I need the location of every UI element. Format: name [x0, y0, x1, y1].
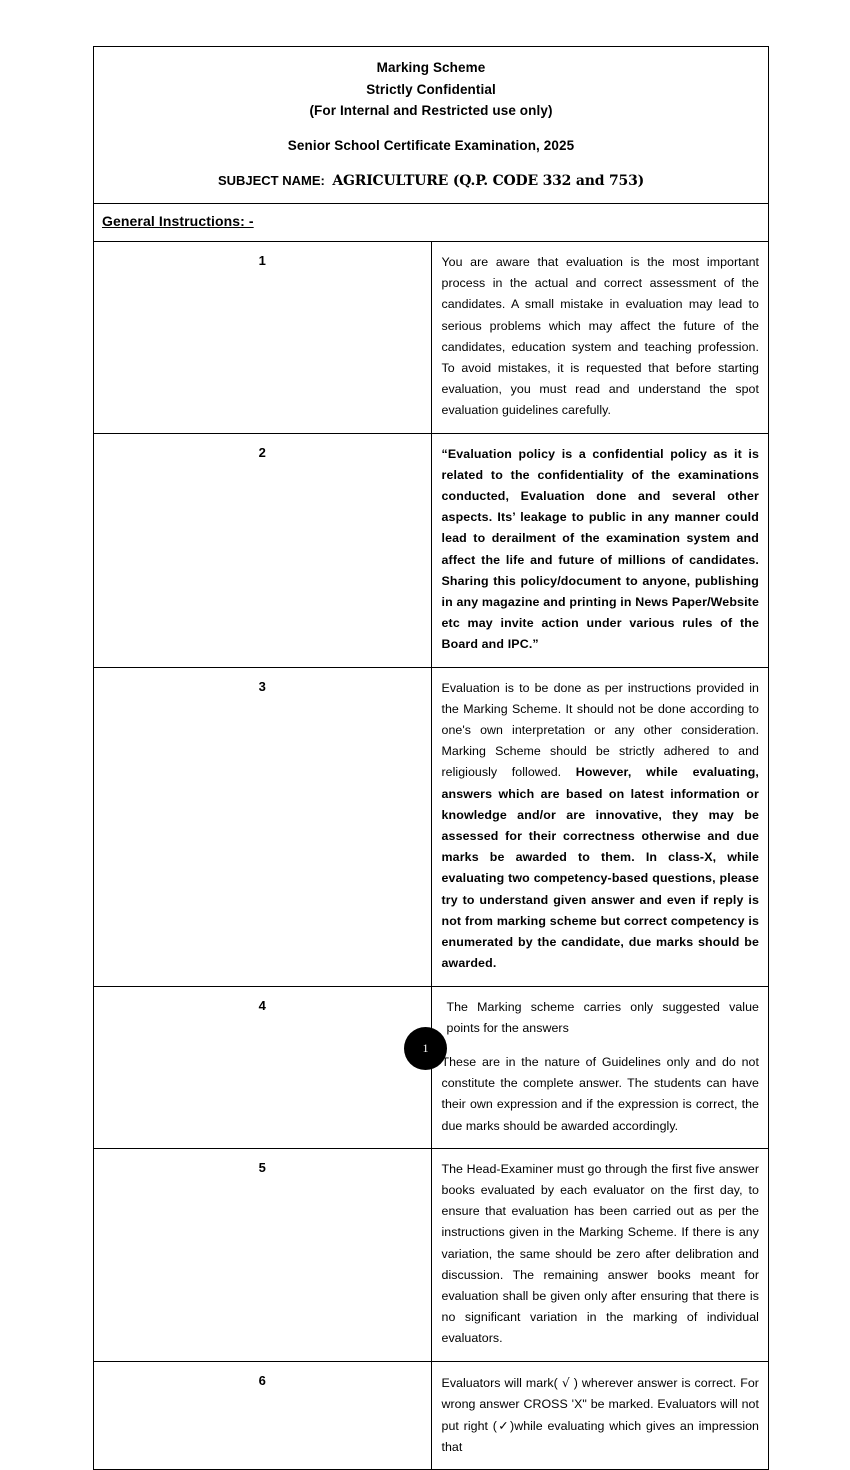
general-instructions-row: [94, 204, 769, 242]
subject-name-value: AGRICULTURE (Q.P. CODE 332 and 753): [332, 173, 645, 189]
instruction-paragraph: The Head-Examiner must go through the first five answer books evaluated by each evaluator on the first day, to ensure that evaluation has been carried out as per the instructions given in the Marking Scheme. If there is any variation, the same should be zero after delibration and discussion. The remaining answer books meant for evaluation shall be given only after ensuring that there is no significant variation in the marking of individual evaluators.: [441, 1161, 759, 1346]
header-exam-name: Senior School Certificate Examination, 2025: [287, 137, 575, 153]
check-mark-icon: ✓: [496, 1417, 511, 1433]
instruction-row-1: [94, 242, 769, 434]
instruction-paragraph: These are in the nature of Guidelines only and do not constitute the complete answer. The students can have their own expression and if the expression is correct, the due marks should be awarded accordingly.: [441, 1054, 759, 1133]
instruction-number-3: 3: [94, 667, 432, 986]
page-number-label: 1: [422, 1041, 429, 1055]
instruction-body-3: [431, 667, 769, 986]
instruction-text-part2: ) wherever answer is correct. For wrong answer CROSS 'X" be marked. Evaluators will not put right (: [441, 1375, 759, 1433]
subject-name-label: SUBJECT NAME:: [217, 173, 325, 188]
instruction-number-1: 1: [94, 242, 432, 434]
instruction-paragraph: The Marking scheme carries only suggested value points for the answers: [446, 999, 759, 1035]
instruction-text-bold: However, while evaluating, answers which are based on latest information or knowledge and/or are innovative, they may be assessed for their correctness otherwise and due marks be awarded to them. In class-X, while evaluating two competency-based questions, please try to understand given answer and even if reply is not from marking scheme but correct competency is enumerated by the candidate, due marks should be awarded.: [441, 765, 760, 971]
subject-line: [100, 169, 762, 191]
instruction-paragraph: You are aware that evaluation is the most important process in the actual and correct assessment of the candidates. A small mistake in evaluation may lead to serious problems which may affect the future of the candidates, education system and teaching profession. To avoid mistakes, it is requested that before starting evaluation, you must read and understand the spot evaluation guidelines carefully.: [441, 255, 759, 418]
instruction-number-5: 5: [94, 1148, 432, 1361]
header-spacer: [100, 122, 762, 135]
instruction-paragraph: [442, 678, 760, 975]
general-instructions-title: General Instructions: -: [102, 213, 254, 229]
header-title-internal-use: (For Internal and Restricted use only): [309, 103, 553, 118]
marking-scheme-table: [93, 46, 769, 1470]
instruction-row-3: [94, 667, 769, 986]
header-title-strictly-confidential: Strictly Confidential: [366, 81, 496, 97]
instruction-text-part3: )while evaluating which gives an impression that: [441, 1418, 759, 1455]
instruction-row-5: [94, 1148, 769, 1361]
instruction-number-2: 2: [94, 433, 432, 667]
header-title-marking-scheme: Marking Scheme: [376, 60, 486, 75]
instruction-body-5: [431, 1148, 769, 1361]
instruction-text-part1: Evaluators will mark(: [441, 1375, 562, 1390]
instruction-text-plain: Evaluation is to be done as per instructions provided in the Marking Scheme. It should not be done according to one's own interpretation or any other consideration. Marking Scheme should be strictly adhered to and religiously followed.: [441, 680, 759, 780]
instruction-number-4: 4: [94, 986, 432, 1148]
instruction-paragraph: [442, 1372, 760, 1459]
instruction-body-2: [431, 433, 769, 667]
instruction-number-6: 6: [94, 1361, 432, 1470]
header-spacer-2: [100, 156, 762, 169]
header-cell: [94, 47, 769, 204]
general-instructions-cell: [94, 204, 769, 242]
instruction-row-6: [94, 1361, 769, 1470]
instruction-body-1: [431, 242, 769, 434]
header-row: [94, 47, 769, 204]
instruction-body-6: [431, 1361, 769, 1470]
instruction-row-2: [94, 433, 769, 667]
page-number-badge: [404, 1027, 447, 1070]
instruction-paragraph: “Evaluation policy is a confidential policy as it is related to the confidentiality of the examinations conducted, Evaluation done and several other aspects. Its’ leakage to public in any manner could lead to derailment of the examination system and affect the life and future of millions of candidates. Sharing this policy/document to anyone, publishing in any magazine and printing in News Paper/Website etc may invite action under various rules of the Board and IPC.”: [441, 446, 759, 652]
instruction-body-4: [431, 986, 769, 1148]
square-root-tick-icon: √: [561, 1374, 570, 1390]
